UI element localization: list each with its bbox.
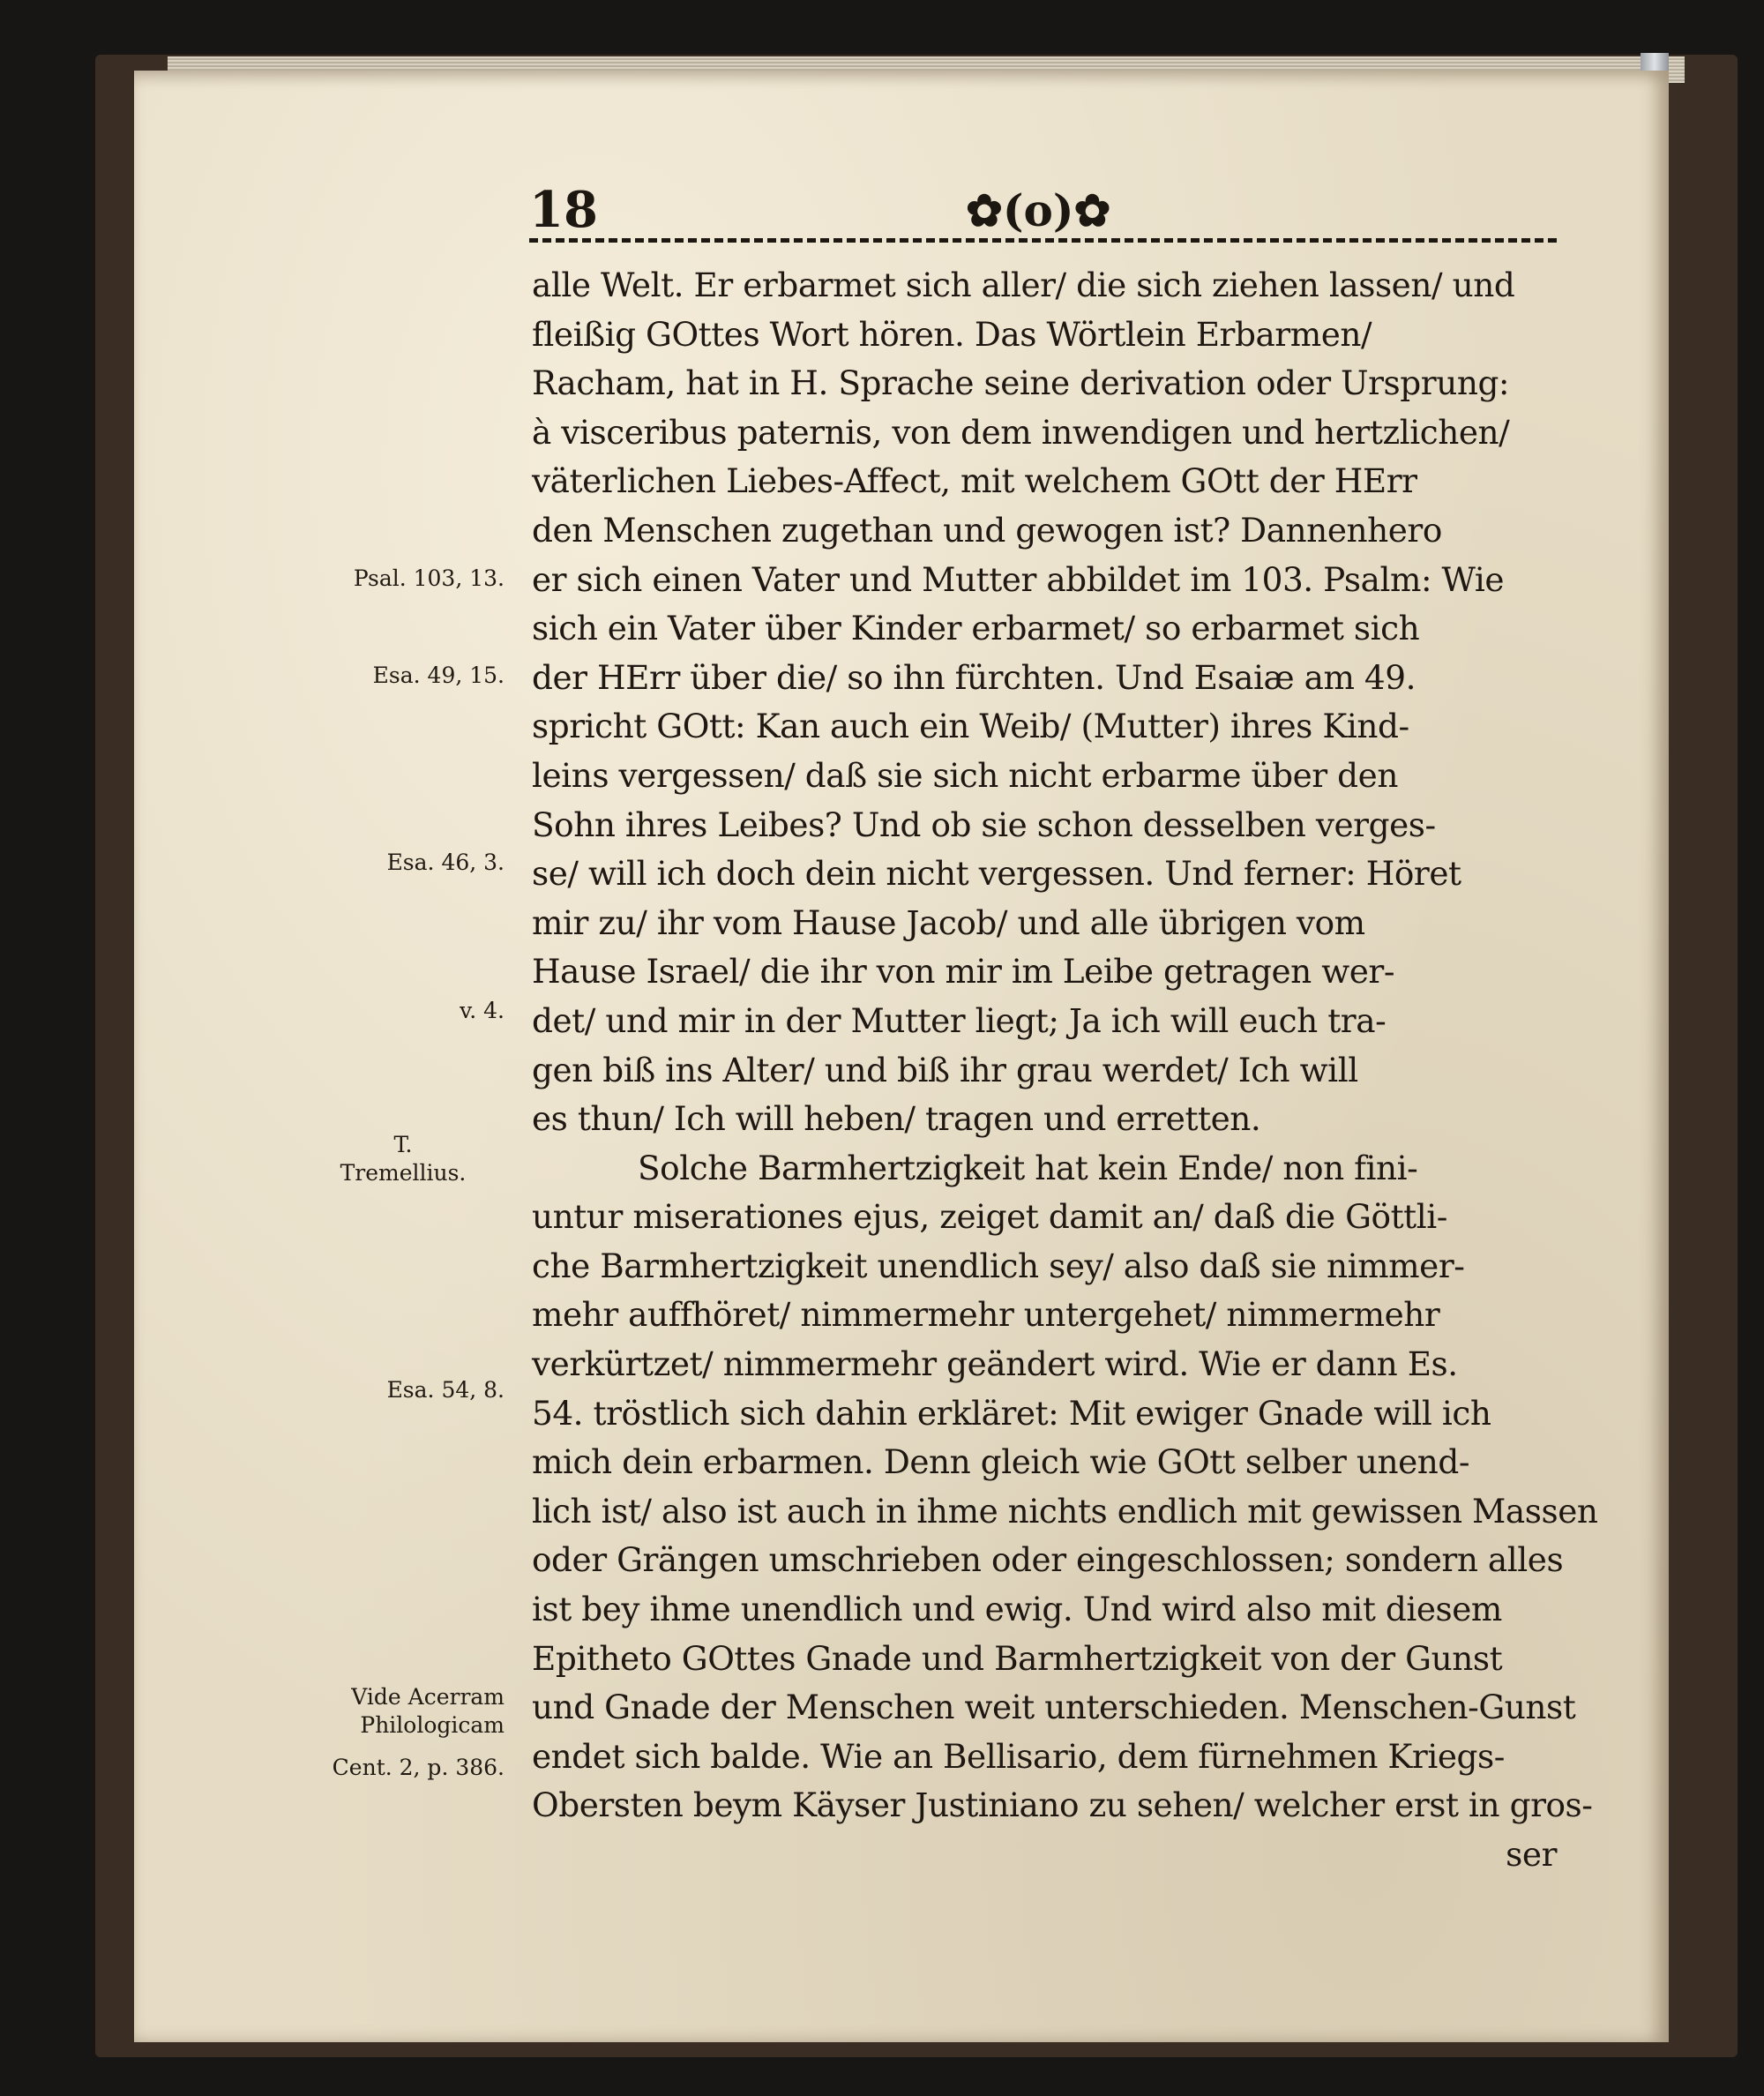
text-line: verkürtzet/ nimmermehr geändert wird. Wie er dann Es. bbox=[532, 1344, 1458, 1384]
text-line: Obersten beym Käyser Justiniano zu sehen/ welcher erst in gros- bbox=[532, 1785, 1593, 1825]
text-line: lich ist/ also ist auch in ihme nichts endlich mit gewissen Massen bbox=[532, 1491, 1598, 1531]
margin-note-vide: Vide Acerram bbox=[351, 1684, 505, 1710]
text-line: à visceribus paternis, von dem inwendigen und hertzlichen/ bbox=[532, 412, 1510, 452]
header-ornament: ✿(o)✿ bbox=[966, 184, 1111, 236]
text-line: er sich einen Vater und Mutter abbildet im 103. Psalm: Wie bbox=[532, 559, 1505, 599]
text-line: mir zu/ ihr vom Hause Jacob/ und alle übrigen vom bbox=[532, 902, 1365, 942]
text-line: leins vergessen/ daß sie sich nicht erbarme über den bbox=[532, 755, 1398, 795]
text-line: ist bey ihme unendlich und ewig. Und wird also mit diesem bbox=[532, 1590, 1502, 1629]
margin-note-tremellius: Tremellius. bbox=[340, 1160, 467, 1186]
text-line: fleißig GOttes Wort hören. Das Wörtlein Erbarmen/ bbox=[532, 314, 1372, 354]
text-line: Hause Israel/ die ihr von mir im Leibe getragen wer- bbox=[532, 952, 1395, 992]
text-line: se/ will ich doch dein nicht vergessen. Und ferner: Höret bbox=[532, 854, 1461, 894]
text-line: alle Welt. Er erbarmet sich aller/ die sich ziehen lassen/ und bbox=[532, 266, 1515, 304]
text-line: der HErr über die/ so ihn fürchten. Und Esaiæ am 49. bbox=[532, 657, 1416, 697]
margin-note-esa-46: Esa. 46, 3. bbox=[386, 850, 505, 875]
text-line: und Gnade der Menschen weit unterschieden. Menschen-Gunst bbox=[532, 1688, 1576, 1727]
page-number: 18 bbox=[529, 181, 598, 239]
text-line: Racham, hat in H. Sprache seine derivation oder Ursprung: bbox=[532, 363, 1510, 403]
page-header bbox=[529, 181, 1557, 243]
catchword: ser bbox=[1506, 1835, 1557, 1874]
header-rule bbox=[529, 238, 1557, 243]
text-line: spricht GOtt: Kan auch ein Weib/ (Mutter) ihres Kind- bbox=[532, 707, 1409, 746]
margin-note-philologicam: Philologicam bbox=[360, 1712, 505, 1738]
text-line: gen biß ins Alter/ und biß ihr grau werdet/ Ich will bbox=[532, 1050, 1358, 1089]
text-line: den Menschen zugethan und gewogen ist? Dannenhero bbox=[532, 510, 1442, 550]
margin-note-esa-49: Esa. 49, 15. bbox=[372, 662, 505, 688]
margin-note-cent: Cent. 2, p. 386. bbox=[332, 1755, 505, 1780]
text-line: endet sich balde. Wie an Bellisario, dem fürnehmen Kriegs- bbox=[532, 1736, 1505, 1776]
margin-note-t: T. bbox=[393, 1132, 413, 1157]
text-line: väterlichen Liebes-Affect, mit welchem GOtt der HErr bbox=[532, 461, 1417, 501]
text-line: Epitheto GOttes Gnade und Barmhertzigkeit von der Gunst bbox=[532, 1638, 1503, 1678]
text-line: untur miserationes ejus, zeiget damit an/ daß die Göttli- bbox=[532, 1197, 1447, 1237]
margin-note-esa-54: Esa. 54, 8. bbox=[386, 1377, 505, 1403]
text-line: mich dein erbarmen. Denn gleich wie GOtt selber unend- bbox=[532, 1442, 1470, 1482]
body-text bbox=[532, 261, 1598, 1880]
text-line: 54. tröstlich sich dahin erkläret: Mit ewiger Gnade will ich bbox=[532, 1393, 1491, 1433]
paragraph-start-line: Solche Barmhertzigkeit hat kein Ende/ non fini- bbox=[638, 1148, 1418, 1187]
text-line: mehr auffhöret/ nimmermehr untergehet/ nimmermehr bbox=[532, 1295, 1440, 1335]
text-line: che Barmhertzigkeit unendlich sey/ also daß sie nimmer- bbox=[532, 1246, 1465, 1285]
text-line: det/ und mir in der Mutter liegt; Ja ich will euch tra- bbox=[532, 1000, 1387, 1040]
margin-note-v4: v. 4. bbox=[460, 998, 505, 1023]
text-line: Sohn ihres Leibes? Und ob sie schon desselben verges- bbox=[532, 805, 1436, 844]
text-line: sich ein Vater über Kinder erbarmet/ so erbarmet sich bbox=[532, 609, 1420, 648]
text-line: es thun/ Ich will heben/ tragen und erretten. bbox=[532, 1099, 1261, 1139]
text-line: oder Grängen umschrieben oder eingeschlossen; sondern alles bbox=[532, 1540, 1564, 1580]
margin-note-psalm: Psal. 103, 13. bbox=[353, 565, 505, 591]
